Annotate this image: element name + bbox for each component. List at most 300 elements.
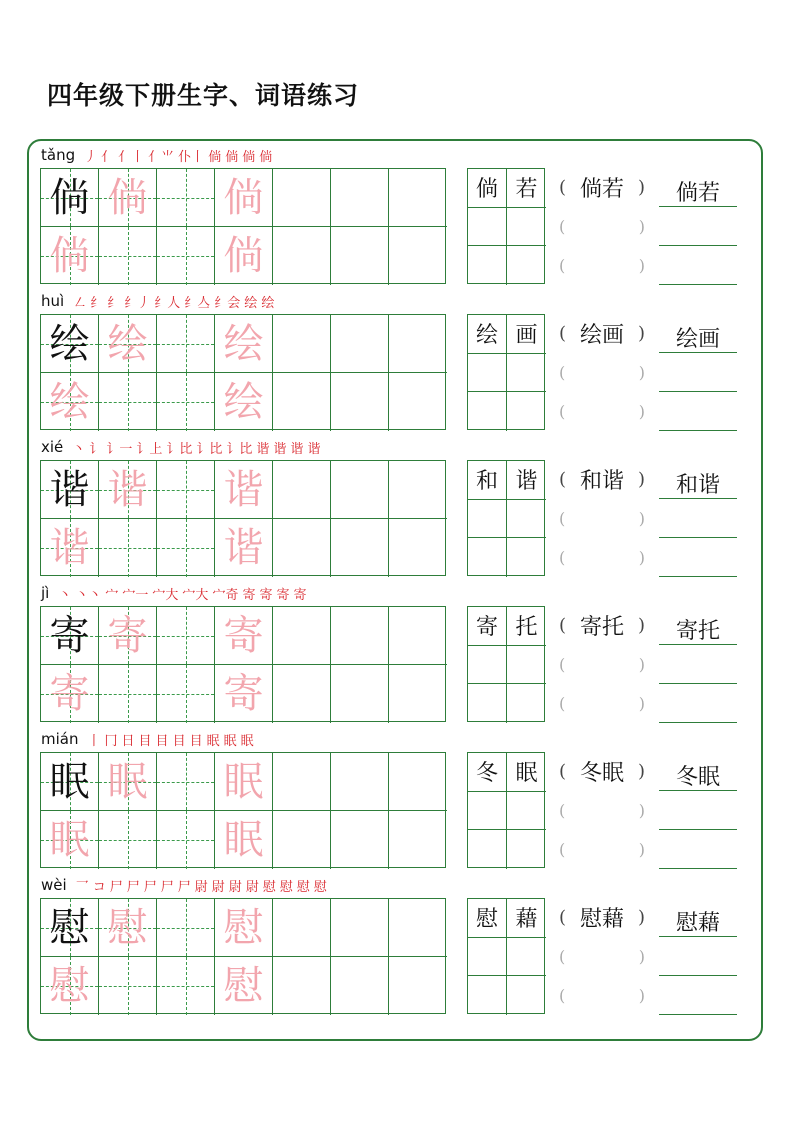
stroke-step: 讠比 xyxy=(196,441,223,457)
writing-line[interactable] xyxy=(659,975,737,976)
word-cell[interactable]: 若 xyxy=(507,169,546,208)
word-cell[interactable] xyxy=(507,354,546,393)
grid-cell[interactable] xyxy=(41,373,99,431)
grid-cell[interactable] xyxy=(273,899,331,957)
writing-line[interactable] xyxy=(659,829,737,830)
parentheses-blank[interactable] xyxy=(559,937,645,975)
stroke-step: 丶 xyxy=(72,441,86,457)
writing-line[interactable] xyxy=(659,683,737,684)
stroke-step: 丶丶 xyxy=(75,587,102,603)
parentheses-blank[interactable] xyxy=(559,353,645,391)
line-word: 绘画 xyxy=(675,327,720,352)
grid-cell[interactable] xyxy=(41,665,99,723)
parentheses-blank[interactable] xyxy=(559,752,645,790)
paren-open: ( xyxy=(559,654,566,674)
paren-close: ) xyxy=(638,693,645,713)
word-cell[interactable]: 眠 xyxy=(507,753,546,792)
guide-line-horizontal xyxy=(157,840,214,841)
paren-close: ) xyxy=(638,401,645,421)
stroke-order-row xyxy=(41,436,324,458)
grid-cell[interactable] xyxy=(389,519,447,577)
guide-line-horizontal xyxy=(157,636,214,637)
stroke-step: 目 xyxy=(155,733,169,749)
parentheses-blank[interactable] xyxy=(559,460,645,498)
word-cell[interactable] xyxy=(507,684,546,723)
paren-word: 慰藉 xyxy=(579,906,624,932)
word-cell[interactable]: 寄 xyxy=(468,607,507,646)
word-grid xyxy=(467,752,545,868)
stroke-order-row xyxy=(41,728,258,750)
grid-cell[interactable] xyxy=(331,607,389,665)
pinyin-label: huì xyxy=(41,292,65,310)
stroke-step: 谐 xyxy=(256,441,270,457)
stroke-step: 纟丿 xyxy=(124,295,151,311)
trace-character: 谐 xyxy=(223,525,264,571)
stroke-step: 绘 xyxy=(244,295,258,311)
stroke-step: 倘 xyxy=(242,149,256,165)
paren-close: ) xyxy=(638,255,645,275)
word-cell[interactable] xyxy=(468,538,507,577)
word-cell[interactable] xyxy=(468,354,507,393)
practice-grid xyxy=(40,898,446,1014)
model-character: 慰 xyxy=(49,904,90,951)
grid-cell[interactable] xyxy=(215,811,273,869)
grid-cell[interactable] xyxy=(157,373,215,431)
paren-open: ( xyxy=(559,468,567,490)
trace-character: 寄 xyxy=(223,671,264,717)
trace-character: 绘 xyxy=(49,379,90,425)
stroke-step: 目 xyxy=(138,733,152,749)
stroke-step: 谐 xyxy=(307,441,321,457)
grid-cell[interactable] xyxy=(389,607,447,665)
grid-cell[interactable] xyxy=(41,753,99,811)
pinyin-label: jì xyxy=(41,584,50,602)
grid-cell[interactable] xyxy=(389,315,447,373)
parentheses-blank[interactable] xyxy=(559,791,645,829)
word-cell[interactable] xyxy=(468,684,507,723)
grid-cell[interactable] xyxy=(99,461,157,519)
pinyin-label: xié xyxy=(41,438,64,456)
paren-close: ) xyxy=(638,508,645,528)
grid-cell[interactable] xyxy=(41,315,99,373)
grid-cell[interactable] xyxy=(157,461,215,519)
practice-grid xyxy=(40,314,446,430)
pinyin-label: mián xyxy=(41,730,79,748)
word-cell[interactable]: 绘 xyxy=(468,315,507,354)
paren-word: 倘若 xyxy=(579,176,624,202)
grid-cell[interactable] xyxy=(331,811,389,869)
writing-line[interactable] xyxy=(659,1014,737,1015)
word-cell[interactable] xyxy=(468,976,507,1015)
stroke-step: 尸 xyxy=(143,879,157,895)
word-cell[interactable] xyxy=(507,538,546,577)
paren-open: ( xyxy=(559,906,567,928)
parentheses-column xyxy=(559,752,645,868)
writing-lines xyxy=(659,606,737,722)
grid-cell[interactable] xyxy=(157,753,215,811)
trace-character: 绘 xyxy=(223,379,264,425)
word-grid xyxy=(467,460,545,576)
grid-cell[interactable] xyxy=(157,607,215,665)
writing-line[interactable] xyxy=(659,537,737,538)
paren-close: ) xyxy=(638,547,645,567)
grid-cell[interactable] xyxy=(157,315,215,373)
writing-line[interactable] xyxy=(659,284,737,285)
word-cell[interactable]: 倘 xyxy=(468,169,507,208)
grid-cell[interactable] xyxy=(273,957,331,1015)
parentheses-blank[interactable] xyxy=(559,830,645,868)
stroke-step: 寄 xyxy=(293,587,307,603)
parentheses-blank[interactable] xyxy=(559,684,645,722)
grid-cell[interactable] xyxy=(99,899,157,957)
grid-cell[interactable] xyxy=(273,315,331,373)
page-title: 四年级下册生字、词语练习 xyxy=(47,81,360,110)
stroke-step: 丶 xyxy=(58,587,72,603)
stroke-step: 倘 xyxy=(225,149,239,165)
grid-cell[interactable] xyxy=(331,373,389,431)
grid-cell[interactable] xyxy=(99,607,157,665)
paren-close: ) xyxy=(638,362,645,382)
trace-character: 寄 xyxy=(49,671,90,717)
trace-character: 绘 xyxy=(107,320,148,367)
grid-cell[interactable] xyxy=(41,899,99,957)
grid-cell[interactable] xyxy=(41,461,99,519)
guide-line-horizontal xyxy=(99,548,156,549)
word-cell[interactable] xyxy=(507,938,546,977)
word-cell[interactable] xyxy=(507,646,546,685)
character-unit xyxy=(0,870,800,1016)
stroke-step: 讠上 xyxy=(136,441,163,457)
parentheses-column xyxy=(559,898,645,1014)
writing-line[interactable] xyxy=(659,576,737,577)
grid-cell[interactable] xyxy=(273,373,331,431)
word-grid xyxy=(467,314,545,430)
parentheses-blank[interactable] xyxy=(559,898,645,936)
stroke-step: 日 xyxy=(121,733,135,749)
grid-cell[interactable] xyxy=(157,169,215,227)
parentheses-column xyxy=(559,606,645,722)
grid-cell[interactable] xyxy=(389,373,447,431)
word-cell[interactable] xyxy=(507,500,546,539)
guide-line-horizontal xyxy=(99,694,156,695)
grid-cell[interactable] xyxy=(273,461,331,519)
paren-close: ) xyxy=(638,654,645,674)
stroke-step: 宀奇 xyxy=(212,587,239,603)
paren-close: ) xyxy=(638,216,645,236)
grid-cell[interactable] xyxy=(331,753,389,811)
writing-lines xyxy=(659,752,737,868)
grid-cell[interactable] xyxy=(41,169,99,227)
grid-cell[interactable] xyxy=(331,227,389,285)
grid-cell[interactable] xyxy=(215,373,273,431)
stroke-step: 仆丨 xyxy=(178,149,205,165)
parentheses-blank[interactable] xyxy=(559,314,645,352)
stroke-step: 纟 xyxy=(90,295,104,311)
grid-cell[interactable] xyxy=(41,227,99,285)
writing-line[interactable] xyxy=(659,206,737,207)
grid-cell[interactable] xyxy=(331,461,389,519)
grid-cell[interactable] xyxy=(389,169,447,227)
paren-open: ( xyxy=(559,800,566,820)
stroke-step: 宀 xyxy=(105,587,119,603)
grid-cell[interactable] xyxy=(331,315,389,373)
stroke-step: 绘 xyxy=(261,295,275,311)
trace-character: 慰 xyxy=(107,904,148,951)
stroke-step: 尉 xyxy=(194,879,208,895)
paren-open: ( xyxy=(559,760,567,782)
writing-line[interactable] xyxy=(659,498,737,499)
character-unit xyxy=(0,140,800,286)
word-cell[interactable] xyxy=(507,246,546,285)
grid-cell[interactable] xyxy=(157,811,215,869)
stroke-step: 眠 xyxy=(206,733,220,749)
stroke-step: 眠 xyxy=(240,733,254,749)
pinyin-label: wèi xyxy=(41,876,67,894)
grid-cell[interactable] xyxy=(157,665,215,723)
trace-character: 倘 xyxy=(107,174,148,221)
trace-character: 倘 xyxy=(223,174,264,221)
paren-open: ( xyxy=(559,176,567,198)
parentheses-blank[interactable] xyxy=(559,645,645,683)
grid-cell[interactable] xyxy=(389,665,447,723)
parentheses-blank[interactable] xyxy=(559,207,645,245)
stroke-step: 尸 xyxy=(109,879,123,895)
stroke-step: 讠比 xyxy=(166,441,193,457)
stroke-step: 冂 xyxy=(104,733,118,749)
grid-cell[interactable] xyxy=(41,811,99,869)
trace-character: 倘 xyxy=(223,233,264,279)
writing-line[interactable] xyxy=(659,430,737,431)
stroke-step: 倘 xyxy=(208,149,222,165)
grid-cell[interactable] xyxy=(215,753,273,811)
trace-character: 谐 xyxy=(223,466,264,513)
stroke-step: 谐 xyxy=(290,441,304,457)
word-cell[interactable] xyxy=(468,646,507,685)
writing-lines xyxy=(659,168,737,284)
stroke-order-row xyxy=(41,144,276,166)
trace-character: 慰 xyxy=(223,963,264,1009)
stroke-order-row xyxy=(41,582,311,604)
grid-cell[interactable] xyxy=(41,607,99,665)
grid-cell[interactable] xyxy=(99,373,157,431)
writing-line[interactable] xyxy=(659,790,737,791)
grid-cell[interactable] xyxy=(99,753,157,811)
stroke-step: 亻⺌ xyxy=(148,149,175,165)
character-unit xyxy=(0,286,800,432)
guide-line-horizontal xyxy=(157,928,214,929)
word-cell[interactable]: 和 xyxy=(468,461,507,500)
grid-cell[interactable] xyxy=(273,227,331,285)
grid-cell[interactable] xyxy=(389,899,447,957)
grid-cell[interactable] xyxy=(215,607,273,665)
parentheses-blank[interactable] xyxy=(559,168,645,206)
parentheses-blank[interactable] xyxy=(559,976,645,1014)
guide-line-horizontal xyxy=(157,256,214,257)
paren-open: ( xyxy=(559,255,566,275)
parentheses-column xyxy=(559,314,645,430)
word-cell[interactable] xyxy=(468,830,507,869)
pinyin-label: tǎng xyxy=(41,146,76,164)
writing-line[interactable] xyxy=(659,245,737,246)
stroke-step: 目 xyxy=(172,733,186,749)
word-cell[interactable] xyxy=(468,792,507,831)
word-cell[interactable]: 谐 xyxy=(507,461,546,500)
word-cell[interactable] xyxy=(507,208,546,247)
paren-open: ( xyxy=(559,362,566,382)
grid-cell[interactable] xyxy=(331,169,389,227)
grid-cell[interactable] xyxy=(389,811,447,869)
paren-close: ) xyxy=(638,985,645,1005)
stroke-order-row xyxy=(41,874,331,896)
trace-character: 眠 xyxy=(107,758,148,805)
grid-cell[interactable] xyxy=(215,519,273,577)
guide-line-horizontal xyxy=(157,548,214,549)
grid-cell[interactable] xyxy=(273,607,331,665)
grid-cell[interactable] xyxy=(157,519,215,577)
stroke-step: 讠 xyxy=(89,441,103,457)
grid-cell[interactable] xyxy=(157,957,215,1015)
stroke-step: 宀大 xyxy=(152,587,179,603)
word-cell[interactable]: 藉 xyxy=(507,899,546,938)
writing-line[interactable] xyxy=(659,644,737,645)
guide-line-horizontal xyxy=(99,840,156,841)
grid-cell[interactable] xyxy=(99,811,157,869)
word-cell[interactable]: 慰 xyxy=(468,899,507,938)
writing-line[interactable] xyxy=(659,722,737,723)
grid-cell[interactable] xyxy=(215,957,273,1015)
parentheses-blank[interactable] xyxy=(559,606,645,644)
stroke-step: 寄 xyxy=(242,587,256,603)
grid-cell[interactable] xyxy=(273,665,331,723)
paren-open: ( xyxy=(559,401,566,421)
grid-cell[interactable] xyxy=(389,753,447,811)
word-cell[interactable] xyxy=(468,500,507,539)
paren-word: 绘画 xyxy=(579,322,624,348)
word-cell[interactable] xyxy=(468,938,507,977)
stroke-step: 眠 xyxy=(223,733,237,749)
model-character: 倘 xyxy=(49,174,90,221)
grid-cell[interactable] xyxy=(273,811,331,869)
guide-line-horizontal xyxy=(157,694,214,695)
word-grid xyxy=(467,898,545,1014)
grid-cell[interactable] xyxy=(215,461,273,519)
paren-open: ( xyxy=(559,547,566,567)
word-cell[interactable] xyxy=(507,792,546,831)
grid-cell[interactable] xyxy=(157,899,215,957)
trace-character: 眠 xyxy=(223,817,264,863)
grid-cell[interactable] xyxy=(215,169,273,227)
grid-cell[interactable] xyxy=(273,753,331,811)
stroke-step: 尸 xyxy=(160,879,174,895)
grid-cell[interactable] xyxy=(389,957,447,1015)
grid-cell[interactable] xyxy=(41,957,99,1015)
grid-cell[interactable] xyxy=(273,519,331,577)
word-cell[interactable]: 冬 xyxy=(468,753,507,792)
guide-line-horizontal xyxy=(157,782,214,783)
line-word: 慰藉 xyxy=(675,911,720,936)
grid-cell[interactable] xyxy=(389,461,447,519)
guide-line-horizontal xyxy=(99,256,156,257)
writing-line[interactable] xyxy=(659,352,737,353)
trace-character: 眠 xyxy=(223,758,264,805)
stroke-step: 倘 xyxy=(259,149,273,165)
stroke-step: 寄 xyxy=(259,587,273,603)
model-character: 眠 xyxy=(49,758,90,805)
paren-open: ( xyxy=(559,985,566,1005)
stroke-step: 慰 xyxy=(296,879,310,895)
grid-cell[interactable] xyxy=(99,227,157,285)
grid-cell[interactable] xyxy=(273,169,331,227)
paren-close: ) xyxy=(637,176,645,198)
grid-cell[interactable] xyxy=(41,519,99,577)
writing-line[interactable] xyxy=(659,391,737,392)
grid-cell[interactable] xyxy=(99,169,157,227)
grid-cell[interactable] xyxy=(331,665,389,723)
grid-cell[interactable] xyxy=(215,315,273,373)
stroke-step: 丨 xyxy=(87,733,101,749)
grid-cell[interactable] xyxy=(215,227,273,285)
character-unit xyxy=(0,432,800,578)
grid-cell[interactable] xyxy=(99,957,157,1015)
word-cell[interactable] xyxy=(468,246,507,285)
practice-grid xyxy=(40,460,446,576)
grid-cell[interactable] xyxy=(157,227,215,285)
trace-character: 绘 xyxy=(223,320,264,367)
paren-close: ) xyxy=(637,906,645,928)
parentheses-blank[interactable] xyxy=(559,392,645,430)
stroke-step: 亻 xyxy=(101,149,115,165)
parentheses-blank[interactable] xyxy=(559,538,645,576)
paren-close: ) xyxy=(638,946,645,966)
grid-cell[interactable] xyxy=(331,957,389,1015)
grid-cell[interactable] xyxy=(99,315,157,373)
word-cell[interactable] xyxy=(507,830,546,869)
stroke-step: 尉 xyxy=(211,879,225,895)
paren-open: ( xyxy=(559,693,566,713)
word-cell[interactable]: 画 xyxy=(507,315,546,354)
word-cell[interactable] xyxy=(468,208,507,247)
model-character: 谐 xyxy=(49,466,90,513)
grid-cell[interactable] xyxy=(215,899,273,957)
grid-cell[interactable] xyxy=(331,519,389,577)
word-cell[interactable] xyxy=(507,976,546,1015)
grid-cell[interactable] xyxy=(331,899,389,957)
guide-line-horizontal xyxy=(157,198,214,199)
guide-line-horizontal xyxy=(99,986,156,987)
practice-grid xyxy=(40,168,446,284)
grid-cell[interactable] xyxy=(99,665,157,723)
stroke-step: 讠比 xyxy=(226,441,253,457)
paren-open: ( xyxy=(559,216,566,236)
guide-line-horizontal xyxy=(157,402,214,403)
writing-line[interactable] xyxy=(659,936,737,937)
word-cell[interactable]: 托 xyxy=(507,607,546,646)
parentheses-blank[interactable] xyxy=(559,499,645,537)
word-cell[interactable] xyxy=(468,392,507,431)
grid-cell[interactable] xyxy=(215,665,273,723)
word-cell[interactable] xyxy=(507,392,546,431)
paren-close: ) xyxy=(638,839,645,859)
paren-word: 冬眠 xyxy=(579,760,624,786)
trace-character: 眠 xyxy=(49,817,90,863)
grid-cell[interactable] xyxy=(389,227,447,285)
grid-cell[interactable] xyxy=(99,519,157,577)
model-character: 绘 xyxy=(49,320,90,367)
parentheses-blank[interactable] xyxy=(559,246,645,284)
stroke-step: 尉 xyxy=(245,879,259,895)
writing-line[interactable] xyxy=(659,868,737,869)
stroke-step: 宀一 xyxy=(122,587,149,603)
